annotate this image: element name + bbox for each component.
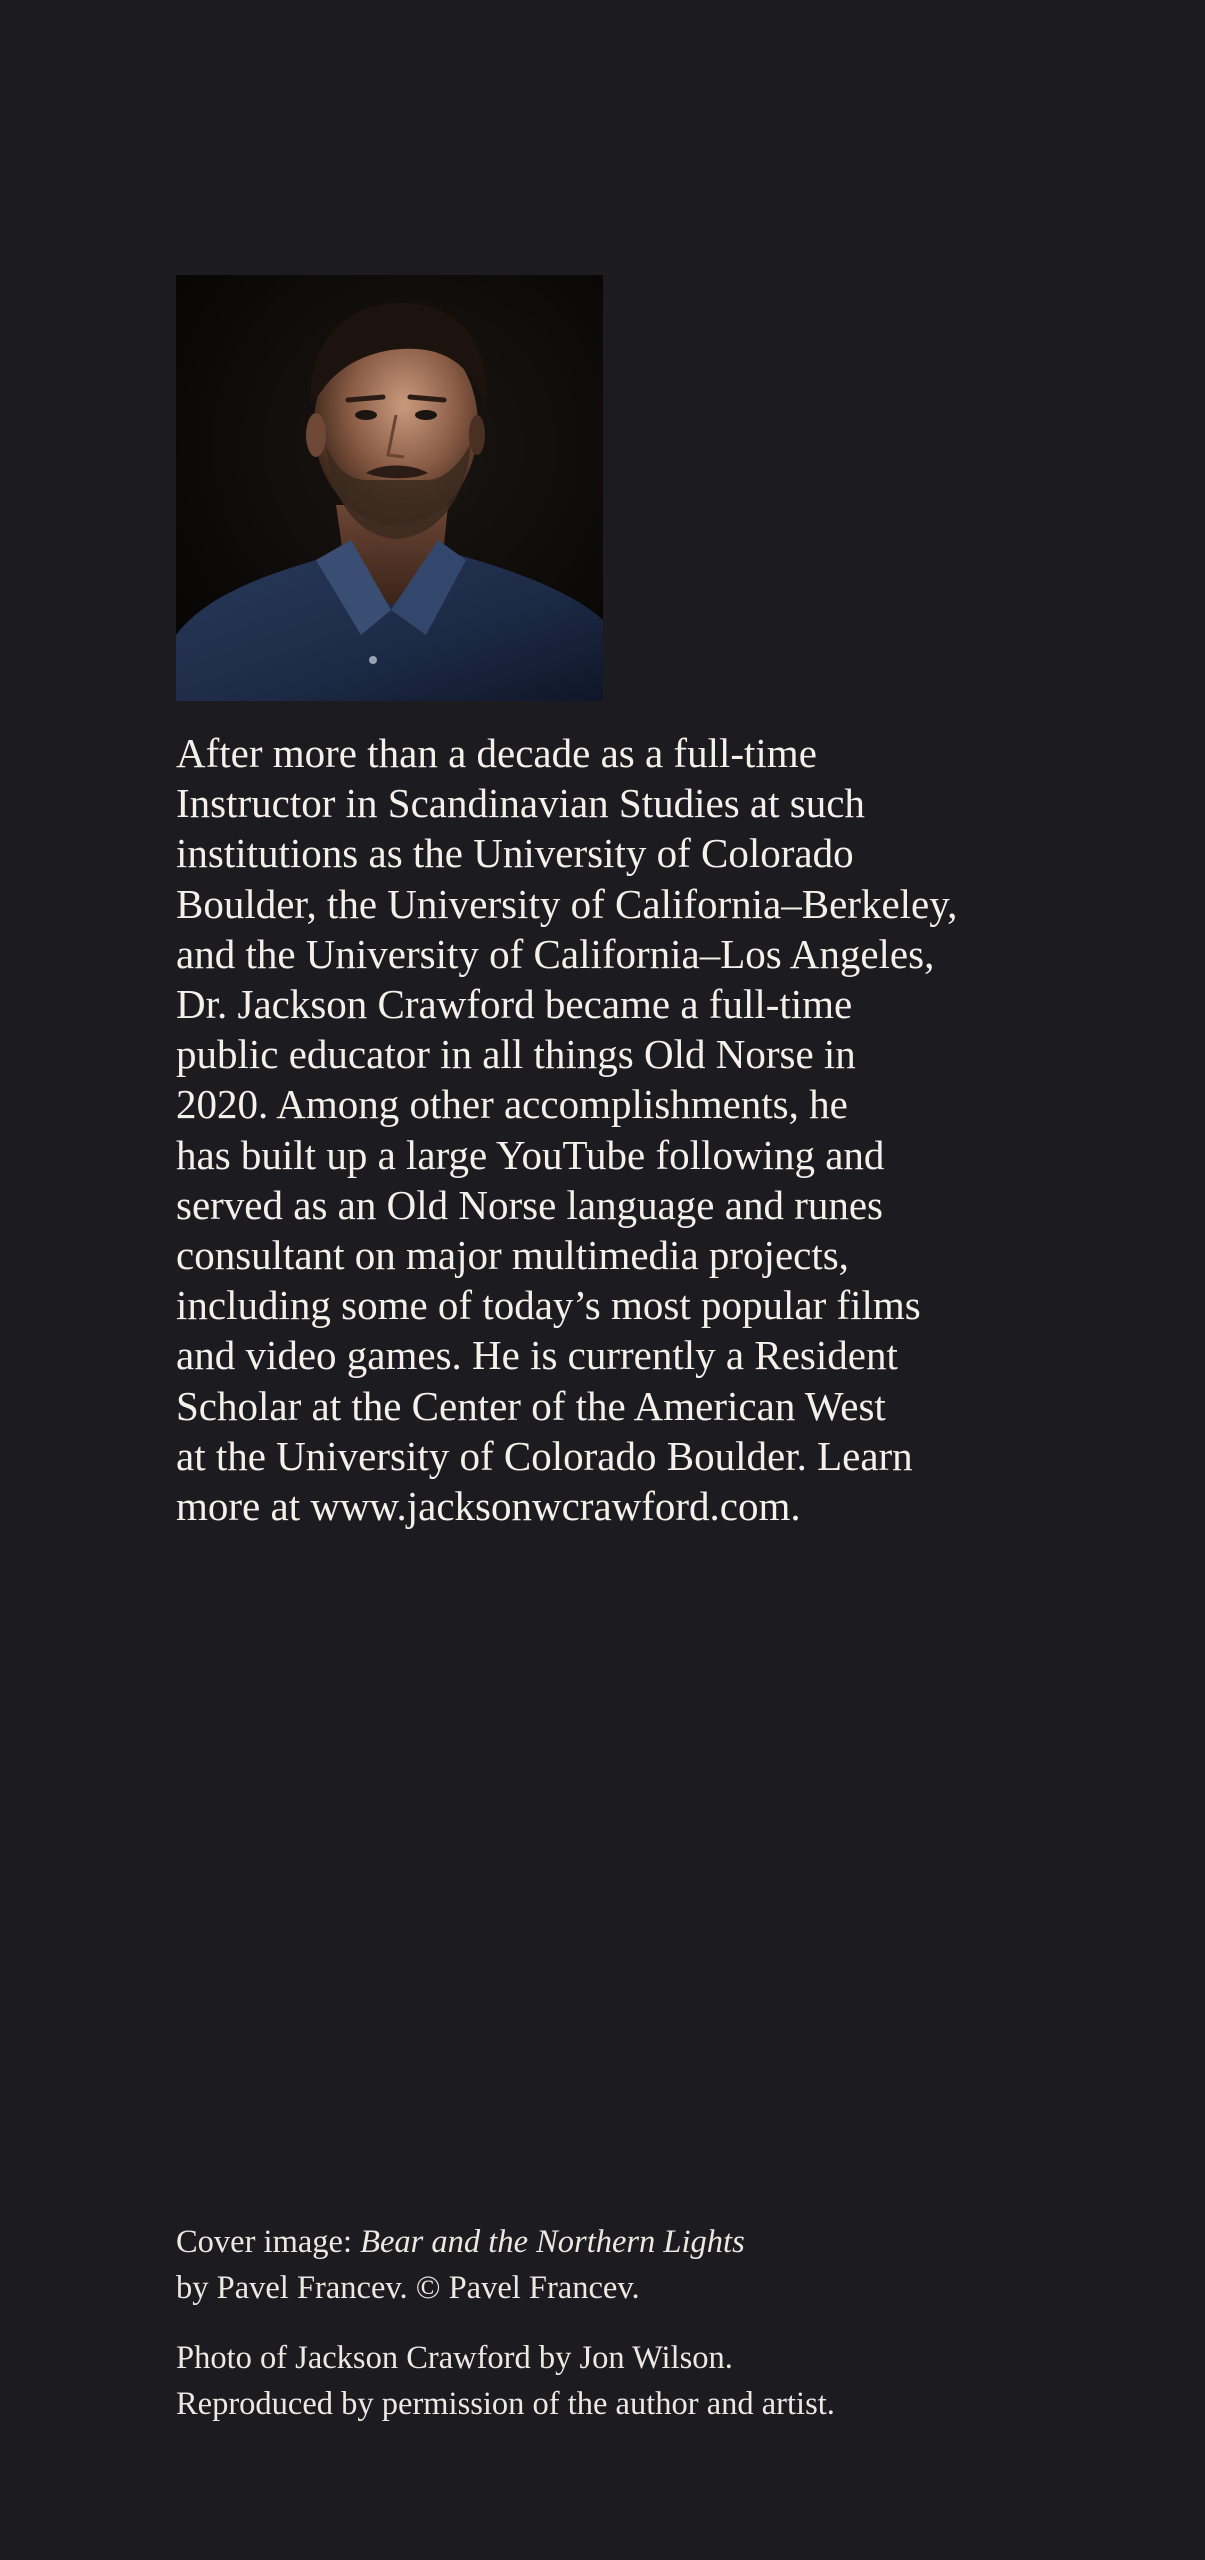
bio-line: and the University of California–Los Angeles, [176,930,935,977]
bio-line: Instructor in Scandinavian Studies at such [176,780,865,827]
bio-line: more at www.jacksonwcrawford.com. [176,1483,801,1530]
image-credits [176,2219,1076,2427]
bio-line: public educator in all things Old Norse in [176,1031,856,1078]
bio-line: Boulder, the University of California–Berkeley, [176,880,958,927]
cover-image-label: Cover image: [176,2224,361,2260]
bio-line: Scholar at the Center of the American West [176,1382,886,1429]
bio-line: institutions as the University of Colorado [176,830,854,877]
cover-image-artist: by Pavel Francev. © Pavel Francev. [176,2270,640,2306]
bio-line: has built up a large YouTube following and [176,1131,885,1178]
cover-image-credit [176,2219,1076,2311]
author-photo-credit [176,2335,1076,2427]
bio-line: After more than a decade as a full-time [176,730,817,776]
cover-image-credit-line [176,2219,1076,2265]
bio-line: consultant on major multimedia projects, [176,1232,849,1279]
bio-line: including some of today’s most popular films [176,1282,921,1329]
author-bio [176,728,1056,1531]
author-photo [176,275,603,701]
permission-line: Reproduced by permission of the author and artist. [176,2386,835,2422]
bio-line: served as an Old Norse language and runes [176,1181,884,1228]
cover-image-title: Bear and the Northern Lights [360,2224,745,2260]
bio-line: and video games. He is currently a Resident [176,1332,898,1379]
bio-line: 2020. Among other accomplishments, he [176,1081,848,1128]
bio-line: at the University of Colorado Boulder. Learn [176,1432,913,1479]
photo-credit-line: Photo of Jackson Crawford by Jon Wilson. [176,2340,733,2376]
author-portrait-image [176,275,603,701]
bio-line: Dr. Jackson Crawford became a full-time [176,981,853,1028]
